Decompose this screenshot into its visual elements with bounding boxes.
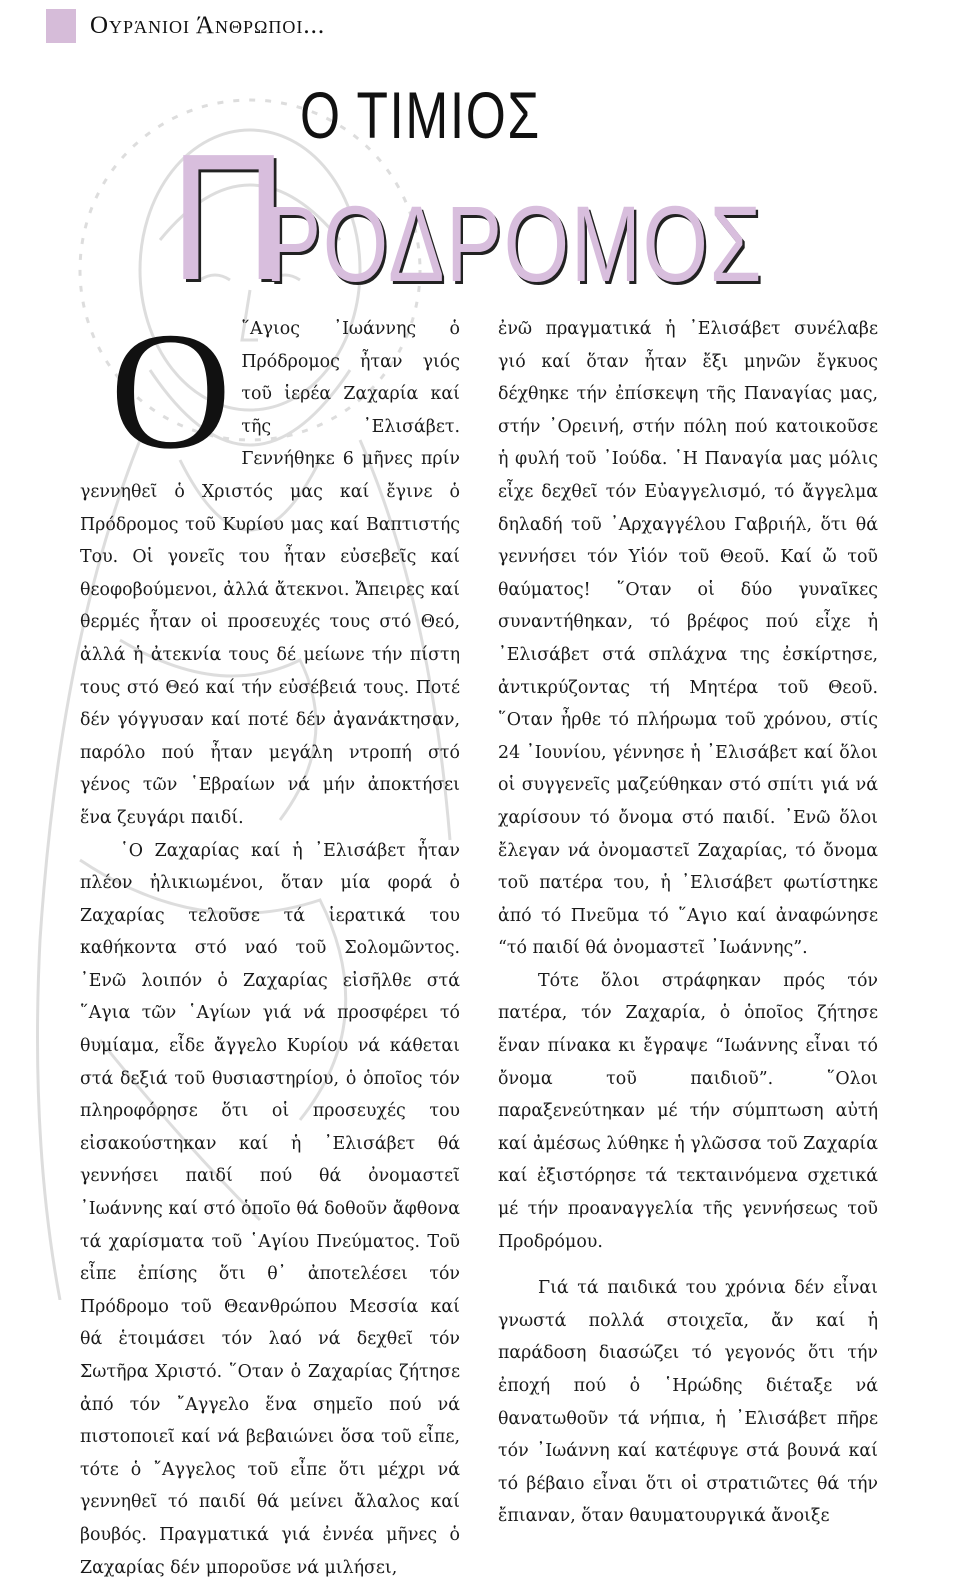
- title-initial: Π: [170, 128, 287, 308]
- article-paragraph-1: [80, 313, 460, 835]
- article-paragraph-3: ἐνῶ πραγματικά ἡ ᾿Ελισάβετ συνέλαβε γιό καί ὅταν ἦταν ἔξι μηνῶν ἔγκυος δέχθηκε τήν ἐπίσκεψη τῆς Παναγίας μας, στήν ᾿Ορεινή, στήν πόλη πού κατοικοῦσε ἡ φυλή τοῦ ᾿Ιούδα. ῾Η Παναγία μας μόλις εἶχε δεχθεῖ τόν Εὐαγγελισμό, τό ἄγγελμα δηλαδή τοῦ ᾿Αρχαγγέλου Γαβριήλ, ὅτι θά γεννήσει τόν Υἱόν τοῦ Θεοῦ. Καί ὤ τοῦ θαύματος! ῞Οταν οἱ δύο γυναῖκες συναντήθηκαν, τό βρέφος πού εἶχε ἡ ᾿Ελισάβετ στά σπλάχνα της ἐσκίρτησε, ἀντικρύζοντας τή Μητέρα τοῦ Θεοῦ. ῞Οταν ἦρθε τό πλήρωμα τοῦ χρόνου, στίς 24 ᾿Ιουνίου, γέννησε ἡ ᾿Ελισάβετ καί ὅλοι οἱ συγγενεῖς μαζεύθηκαν στό σπίτι γιά νά χαρίσουν τό ὄνομα στό παιδί. ᾿Ενῶ ὅλοι ἔλεγαν νά ὀνομαστεῖ Ζαχαρίας, τό ὄνομα τοῦ πατέρα του, ἡ ᾿Ελισάβετ φωτίστηκε ἀπό τό Πνεῦμα τό ῞Αγιο καί ἀναφώνησε “τό παιδί θά ὀνομαστεῖ ᾿Ιωάννης”.: [498, 313, 878, 965]
- paragraph-1-text: ῞Αγιος ᾿Ιωάννης ὁ Πρόδρομος ἦταν γιός τοῦ ἱερέα Ζαχαρία καί τῆς ᾿Ελισάβετ. Γεννήθηκε 6 μῆνες πρίν γεννηθεῖ ὁ Χριστός μας καί ἔγινε ὁ Πρόδρομος τοῦ Κυρίου μας καί Βαπτιστής Του. Οἱ γονεῖς του ἦταν εὐσεβεῖς καί θεοφοβούμενοι, ἀλλά ἄτεκνοι. Ἄπειρες καί θερμές ἦταν οἱ προσευχές τους στό Θεό, ἀλλά ἡ ἀτεκνία τους δέ μείωνε τήν πίστη τους στό Θεό καί τήν εὐσέβειά τους. Ποτέ δέν γόγγυσαν καί ποτέ δέν ἀγανάκτησαν, παρόλο πού ἦταν μεγάλη ντροπή στό γένος τῶν ῾Εβραίων νά μήν ἀποκτήσει ἕνα ζευγάρι παιδί.: [80, 319, 460, 828]
- title-line-1: Ο ΤΙΜΙΟΣ: [300, 82, 541, 148]
- article-column-right: [498, 313, 878, 1533]
- article-column-left: [80, 313, 460, 1584]
- header-accent-bar: [46, 9, 76, 43]
- title-rest: ΡΟΔΡΟΜΟΣ: [265, 190, 763, 298]
- article-paragraph-4: Τότε ὅλοι στράφηκαν πρός τόν πατέρα, τόν Ζαχαρία, ὁ ὁποῖος ζήτησε ἕναν πίνακα κι ἔγραψε “Ιωάννης εἶναι τό ὄνομα τοῦ παιδιοῦ”. ῞Ολοι παραξενεύτηκαν μέ τήν σύμπτωση αὐτή καί ἀμέσως λύθηκε ἡ γλῶσσα τοῦ Ζαχαρία καί ἐξιστόρησε τά τεκταινόμενα σχετικά μέ τήν προαναγγελία τῆς γεννήσεως τοῦ Προδρόμου.: [498, 965, 878, 1258]
- section-title: Ουράνιοι Άνθρωποι...: [90, 12, 325, 40]
- drop-cap: Ο: [110, 321, 231, 461]
- title-line-2: [170, 128, 300, 308]
- article-paragraph-5: Γιά τά παιδικά του χρόνια δέν εἶναι γνωστά πολλά στοιχεῖα, ἄν καί ἡ παράδοση διασώζει τό γεγονός ὅτι τήν ἐποχή πού ὁ ῾Ηρώδης διέταξε νά θανατωθοῦν τά νήπια, ἡ ᾿Ελισάβετ πῆρε τόν ᾿Ιωάννη καί κατέφυγε στά βουνά καί τό βέβαιο εἶναι ὅτι οἱ στρατιῶτες θά τήν ἔπιαναν, ὅταν θαυματουργικά ἄνοιξε: [498, 1272, 878, 1533]
- article-paragraph-2: ῾Ο Ζαχαρίας καί ἡ ᾿Ελισάβετ ἦταν πλέον ἡλικιωμένοι, ὅταν μία φορά ὁ Ζαχαρίας τελοῦσε τά ἱερατικά του καθήκοντα στό ναό τοῦ Σολομῶντος. ᾿Ενῶ λοιπόν ὁ Ζαχαρίας εἰσῆλθε στά ῞Αγια τῶν ῾Αγίων γιά νά προσφέρει τό θυμίαμα, εἶδε ἄγγελο Κυρίου νά κάθεται στά δεξιά τοῦ θυσιαστηρίου, ὁ ὁποῖος τόν πληροφόρησε ὅτι οἱ προσευχές του εἰσακούστηκαν καί ἡ ᾿Ελισάβετ θά γεννήσει παιδί πού θά ὀνομαστεῖ ᾿Ιωάννης καί στό ὁποῖο θά δοθοῦν ἄφθονα τά χαρίσματα τοῦ ῾Αγίου Πνεύματος. Τοῦ εἶπε ἐπίσης ὅτι θ᾿ ἀποτελέσει τόν Πρόδρομο τοῦ Θεανθρώπου Μεσσία καί θά ἑτοιμάσει τόν λαό νά δεχθεῖ τόν Σωτῆρα Χριστό. ῞Οταν ὁ Ζαχαρίας ζήτησε ἀπό τόν ῎Αγγελο ἕνα σημεῖο πού νά πιστοποιεῖ καί νά βεβαιώνει ὅσα τοῦ εἶπε, τότε ὁ ῎Αγγελος τοῦ εἶπε ὅτι μέχρι νά γεννηθεῖ τό παιδί θά μείνει ἄλαλος καί βουβός. Πραγματικά γιά ἐννέα μῆνες ὁ Ζαχαρίας δέν μποροῦσε νά μιλήσει,: [80, 835, 460, 1584]
